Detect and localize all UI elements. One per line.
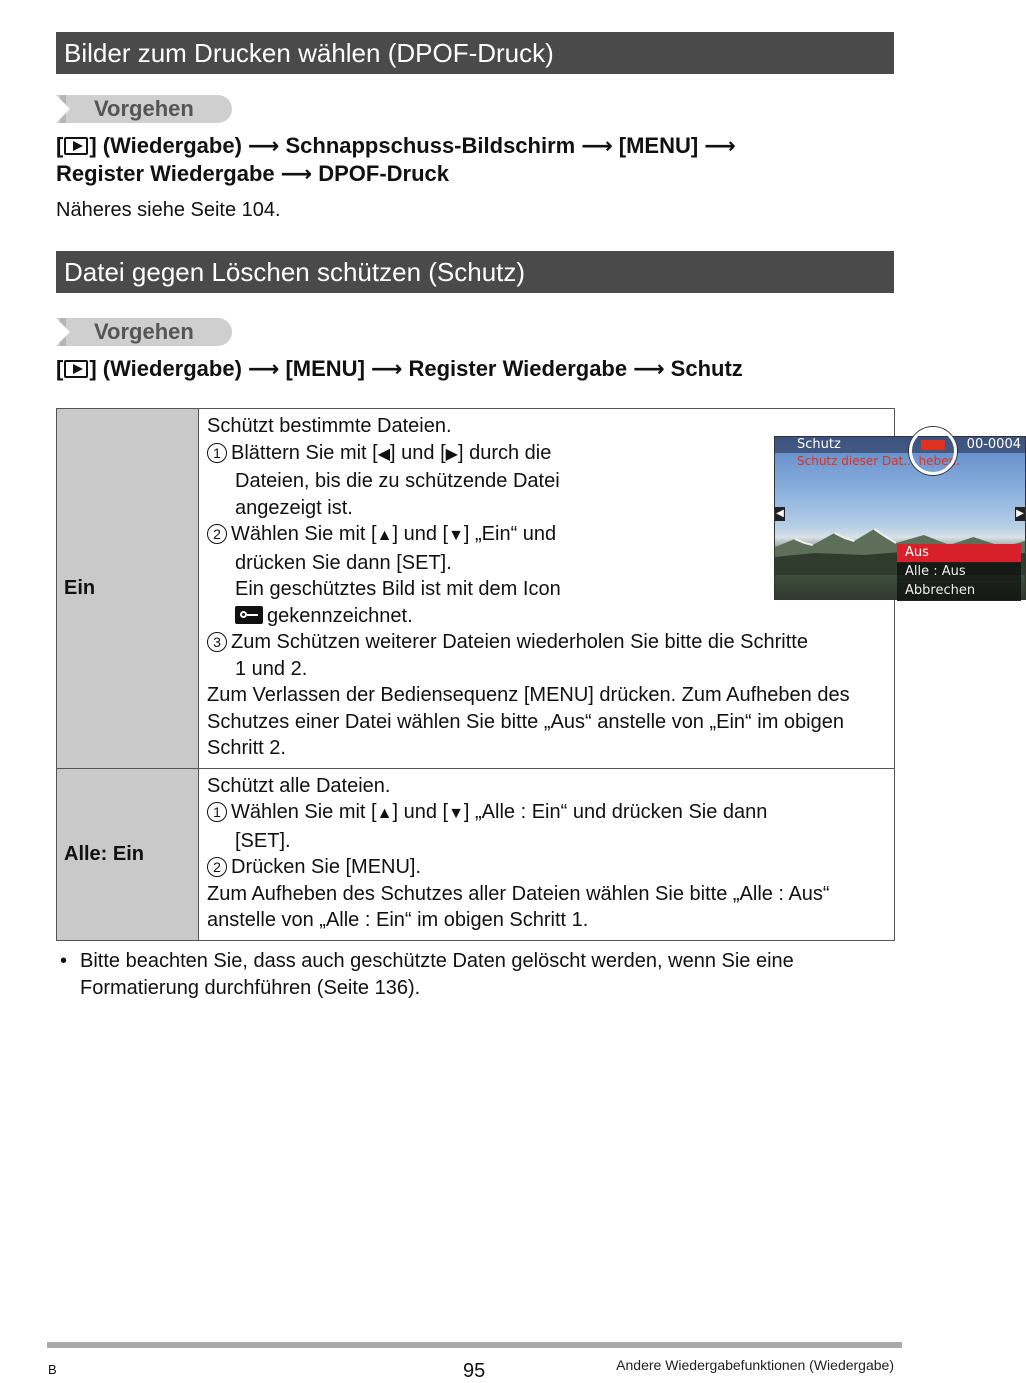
step-1: 1 Wählen Sie mit [▲] und [▼] „Alle : Ein“ und drücken Sie dann bbox=[207, 799, 886, 828]
right-arrow-icon: ▶ bbox=[1016, 508, 1024, 519]
right-arrow-icon: ▶ bbox=[445, 445, 458, 463]
option-label-alle-ein: Alle: Ein bbox=[57, 768, 199, 940]
description-intro: Schützt alle Dateien. bbox=[207, 774, 391, 797]
procedure-path-2: [ ] (Wiedergabe) ⟶ [MENU] ⟶ Register Wiedergabe ⟶ Schutz bbox=[56, 356, 743, 381]
vorgehen-text: Vorgehen bbox=[94, 319, 194, 344]
vorgehen-text: Vorgehen bbox=[94, 96, 194, 121]
vorgehen-label-2 bbox=[56, 318, 232, 346]
table-row bbox=[57, 409, 895, 769]
left-arrow-icon: ◀ bbox=[776, 508, 784, 519]
menu-item-aus: Aus bbox=[897, 544, 1021, 563]
up-arrow-icon: ▲ bbox=[376, 805, 393, 822]
key-icon bbox=[235, 606, 263, 624]
footer-left-mark: B bbox=[48, 1362, 57, 1377]
camera-header: Schutz bbox=[775, 437, 1025, 453]
left-arrow-icon: ◀ bbox=[377, 445, 391, 463]
description-intro: Schützt bestimmte Dateien. bbox=[207, 415, 452, 437]
chapter-title: Andere Wiedergabefunktionen (Wiedergabe) bbox=[616, 1357, 894, 1373]
up-arrow-icon: ▲ bbox=[376, 527, 393, 544]
camera-screen-illustration bbox=[774, 436, 1026, 600]
menu-item-alle-aus: Alle : Aus bbox=[897, 563, 1021, 582]
camera-subtitle: Schutz dieser Dat... heben. bbox=[797, 454, 960, 468]
down-arrow-icon: ▼ bbox=[448, 805, 464, 822]
bullet-note bbox=[56, 948, 886, 1002]
page-reference: Näheres siehe Seite 104. bbox=[56, 199, 281, 221]
playback-icon bbox=[64, 360, 88, 378]
step-3: 3 Zum Schützen weiterer Dateien wiederholen Sie bitte die Schritte bbox=[207, 629, 886, 656]
arrow-icon: ⟶ bbox=[704, 133, 736, 158]
option-label-ein: Ein bbox=[57, 409, 199, 769]
table-row bbox=[57, 768, 895, 940]
arrow-icon: ⟶ bbox=[370, 356, 403, 381]
step-2: 2 Wählen Sie mit [▲] und [▼] „Ein“ und bbox=[207, 521, 607, 550]
section-title-dpof: Bilder zum Drucken wählen (DPOF-Druck) bbox=[56, 32, 894, 74]
down-arrow-icon: ▼ bbox=[448, 527, 464, 544]
file-number: 00-0004 bbox=[966, 437, 1021, 452]
options-table bbox=[56, 408, 1024, 941]
vorgehen-label-1 bbox=[56, 95, 232, 123]
arrow-icon: ⟶ bbox=[581, 133, 613, 158]
procedure-path-1b: Register Wiedergabe ⟶ DPOF-Druck bbox=[56, 161, 449, 186]
playback-icon bbox=[64, 137, 88, 155]
description-outro: Zum Aufheben des Schutzes aller Dateien wählen Sie bitte „Alle : Aus“ anstelle von „Alle : Ein“ im obigen Schritt 1. bbox=[207, 882, 830, 931]
footer-divider bbox=[47, 1342, 902, 1348]
page-number: 95 bbox=[463, 1360, 486, 1382]
arrow-icon: ⟶ bbox=[280, 161, 313, 186]
menu-item-abbrechen: Abbrechen bbox=[897, 582, 1021, 601]
arrow-icon: ⟶ bbox=[247, 356, 280, 381]
arrow-icon: ⟶ bbox=[247, 133, 280, 158]
description-outro: Zum Verlassen der Bediensequenz [MENU] drücken. Zum Aufheben des Schutzes einer Datei wählen Sie bitte „Aus“ anstelle von „Ein“ im obigen Schritt 2. bbox=[207, 684, 850, 759]
step-1: 1 Blättern Sie mit [◀] und [▶] durch die bbox=[207, 440, 607, 469]
highlight-circle bbox=[909, 427, 957, 475]
arrow-icon: ⟶ bbox=[633, 356, 665, 381]
camera-menu bbox=[897, 544, 1021, 601]
bullet-icon: • bbox=[60, 950, 68, 972]
note-text: Bitte beachten Sie, dass auch geschützte Daten gelöscht werden, wenn Sie eine Formatierung durchführen (Seite 136). bbox=[80, 950, 794, 999]
step-2: 2 Drücken Sie [MENU]. bbox=[207, 854, 886, 881]
section-title-schutz: Datei gegen Löschen schützen (Schutz) bbox=[56, 251, 894, 293]
procedure-path-1: [ ] (Wiedergabe) ⟶ Schnappschuss-Bildschirm ⟶ [MENU] ⟶ bbox=[56, 133, 736, 158]
option-description-alle-ein: Schützt alle Dateien. 1 Wählen Sie mit [▲] und [▼] „Alle : Ein“ und drücken Sie dann [SET]. 2 Drücken Sie [MENU]. Zum Aufheben des Schutzes aller Dateien wählen Sie bitte „Alle : Aus“ anstelle von „Alle : Ein“ im obigen Schritt 1. bbox=[199, 768, 895, 940]
option-description-ein: Schützt bestimmte Dateien. 1 Blättern Sie mit [◀] und [▶] durch die Dateien, bis die zu schützende Datei angezeigt ist. 2 Wählen Sie mit [▲] und [▼] „Ein“ und drücken Sie dann [SET]. Ein geschütztes Bild ist mit dem Icon gekennzeichnet. 3 Zum Schützen weiterer Dateien wiederholen Sie bitte die Schritte 1 und 2. Zum Verlassen der Bediensequenz [MENU] drücken. Zum Aufheben des Schutzes einer Datei wählen Sie bitte „Aus“ anstelle von „Ein“ im obigen Schritt 2. Schutz 00-0004 Schutz dieser Dat... heben. ◀ ▶ Aus Alle : Aus Abbrechen bbox=[199, 409, 895, 769]
